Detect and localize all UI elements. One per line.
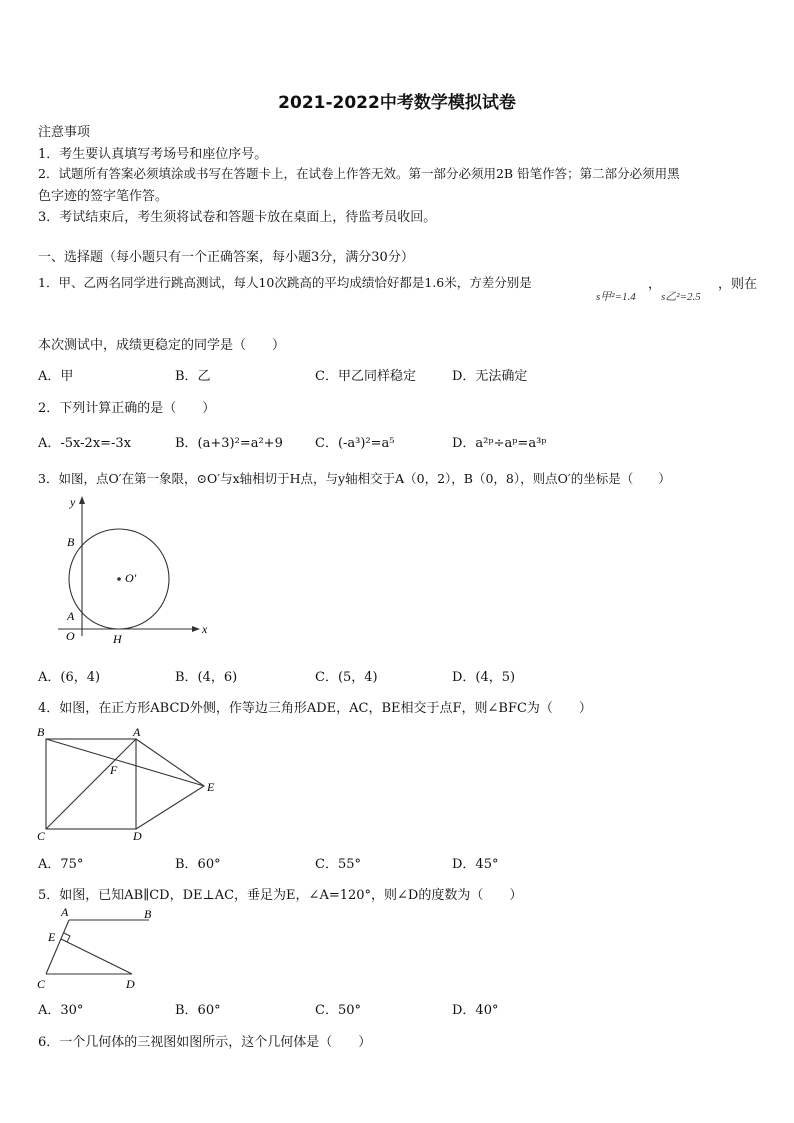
label-a: A [133, 725, 141, 739]
q1-separator: ， [648, 277, 662, 292]
q4-option-a[interactable]: A．75° [38, 857, 84, 872]
q2-option-a[interactable]: A．-5x-2x=-3x [38, 436, 132, 451]
q4-figure [34, 722, 224, 847]
q3-option-c[interactable]: C．(5，4) [315, 670, 378, 685]
label-f: F [110, 763, 118, 777]
q4-stem: 4．如图，在正方形ABCD外侧，作等边三角形ADE，AC，BE相交于点F，则∠BFC为（ ） [38, 701, 592, 716]
q5-option-c[interactable]: C．50° [315, 1003, 361, 1018]
label-e: E [48, 930, 56, 944]
label-o-prime: O′ [125, 571, 137, 585]
q5-stem: 5．如图，已知AB∥CD，DE⊥AC，垂足为E，∠A=120°，则∠D的度数为（ ） [38, 888, 523, 903]
segment-be [46, 739, 204, 786]
q5-option-d[interactable]: D．40° [452, 1003, 499, 1018]
label-b: B [144, 907, 152, 921]
page-title: 2021-2022中考数学模拟试卷 [278, 93, 516, 113]
y-axis-arrow [79, 496, 85, 504]
q3-option-d[interactable]: D．(4，5) [452, 670, 516, 685]
x-axis-arrow [192, 626, 200, 632]
label-c: C [37, 829, 46, 843]
q1-option-a[interactable]: A．甲 [38, 369, 74, 384]
q3-option-a[interactable]: A．(6，4) [38, 670, 101, 685]
notice-item: 色字迹的签字笔作答。 [38, 189, 169, 204]
label-h: H [113, 632, 122, 646]
label-c: C [37, 977, 46, 991]
notice-item: 1．考生要认真填写考场号和座位序号。 [38, 147, 268, 162]
q4-option-c[interactable]: C．55° [315, 857, 361, 872]
label-o: O [66, 629, 75, 643]
q2-option-c[interactable]: C．(-a³)²=a⁵ [315, 436, 395, 451]
q2-option-d[interactable]: D．a²ᵖ÷aᵖ=a³ᵖ [452, 436, 547, 451]
q5-option-a[interactable]: A．30° [38, 1003, 84, 1018]
q1-variance-yi: s乙²=2.5 [661, 291, 701, 303]
q1-option-d[interactable]: D．无法确定 [452, 369, 528, 384]
q1-option-c[interactable]: C．甲乙同样稳定 [315, 369, 416, 384]
triangle-ade [136, 739, 204, 829]
label-y: y [70, 495, 76, 509]
q3-stem: 3．如图，点O′在第一象限，⊙O′与x轴相切于H点，与y轴相交于A（0，2），B（0，8），则点O′的坐标是（ ） [38, 471, 671, 486]
q1-option-b[interactable]: B．乙 [175, 369, 211, 384]
q2-option-b[interactable]: B．(a+3)²=a²+9 [175, 436, 283, 451]
q3-figure [50, 492, 220, 652]
q4-option-d[interactable]: D．45° [452, 857, 499, 872]
label-x: x [202, 622, 208, 636]
q1-stem-end: ，则在 [718, 277, 758, 292]
q2-stem: 2．下列计算正确的是（ ） [38, 401, 216, 416]
section-heading: 一、选择题（每小题只有一个正确答案，每小题3分，满分30分） [38, 250, 414, 265]
label-d: D [126, 977, 135, 991]
q6-stem: 6．一个几何体的三视图如图所示，这个几何体是（ ） [38, 1035, 372, 1050]
label-a: A [61, 905, 69, 919]
segment-de [61, 939, 132, 974]
q1-stem: 1．甲、乙两名同学进行跳高测试，每人10次跳高的平均成绩恰好都是1.6米，方差分别是 [38, 275, 532, 290]
label-a: A [67, 609, 75, 623]
label-e: E [207, 780, 215, 794]
label-d: D [133, 829, 142, 843]
center-point [117, 577, 121, 581]
segment-ac [46, 920, 69, 974]
notice-item: 2．试题所有答案必须填涂或书写在答题卡上，在试卷上作答无效。第一部分必须用2B 铅笔作答；第二部分必须用黑 [38, 166, 680, 181]
q4-option-b[interactable]: B．60° [175, 857, 221, 872]
q5-figure [34, 904, 164, 996]
label-b: B [37, 725, 45, 739]
q1-stem-line2: 本次测试中，成绩更稳定的同学是（ ） [38, 338, 286, 353]
q3-option-b[interactable]: B．(4，6) [175, 670, 238, 685]
notice-heading: 注意事项 [38, 125, 91, 140]
q5-option-b[interactable]: B．60° [175, 1003, 221, 1018]
label-b: B [67, 535, 75, 549]
q1-variance-jia: s甲²=1.4 [596, 291, 636, 303]
notice-item: 3．考试结束后，考生须将试卷和答题卡放在桌面上，待监考员收回。 [38, 210, 437, 225]
